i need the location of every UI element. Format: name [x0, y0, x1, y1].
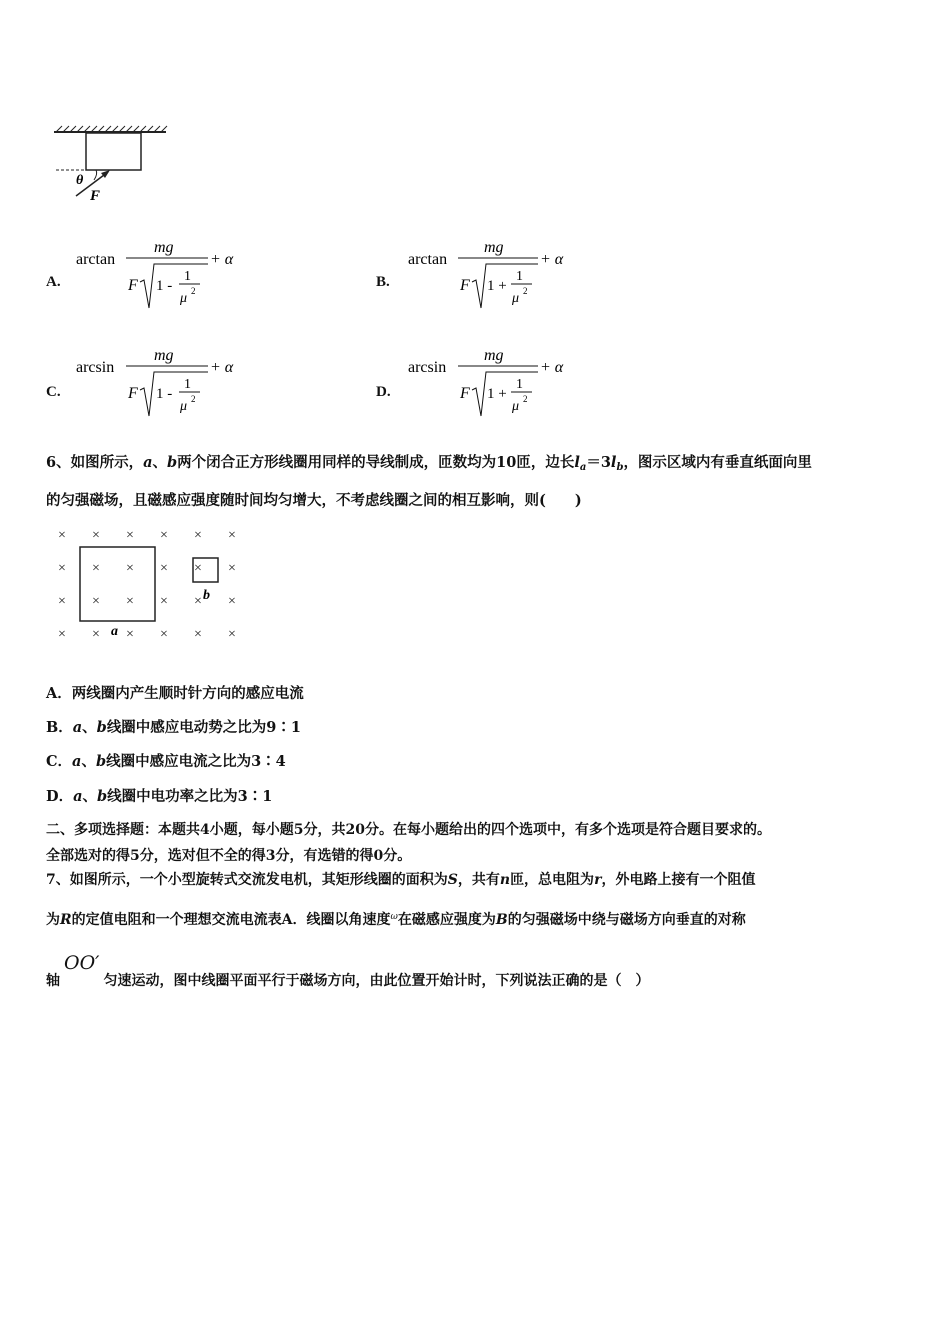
- field-cross: ×: [228, 528, 236, 543]
- sqrt-sign: [140, 372, 208, 416]
- formula: [408, 344, 608, 422]
- denominator-f: F: [460, 277, 470, 294]
- field-cross: ×: [160, 561, 168, 576]
- inner-num: 1: [184, 269, 191, 284]
- axis-symbol: OO′: [64, 952, 100, 974]
- q7-stem-line2: 为R的定值电阻和一个理想交流电流表A．线圈以角速度$^\omega$在磁感应强度为B的匀强磁场中绕与磁场方向垂直的对称: [46, 912, 746, 928]
- numerator: mg: [154, 347, 174, 364]
- inner-den: μ: [180, 399, 188, 414]
- field-cross: ×: [92, 528, 100, 543]
- denominator-f: F: [460, 385, 470, 402]
- formula: [76, 236, 276, 314]
- omega-symbol: ω: [390, 912, 398, 922]
- inner-num: 1: [184, 377, 191, 392]
- option-letter: B.: [376, 274, 390, 290]
- func-name: arcsin: [408, 359, 447, 376]
- func-name: arctan: [76, 251, 116, 268]
- sqrt-sign-text: 1 -: [156, 386, 173, 402]
- field-cross: ×: [92, 627, 100, 642]
- sqrt-sign-text: 1 +: [487, 386, 507, 402]
- inner-num: 1: [516, 377, 523, 392]
- q5-option-d[interactable]: [376, 344, 616, 424]
- inner-den: μ: [512, 291, 520, 306]
- q6-stem-line1: 6、如图所示，a、b两个闭合正方形线圈用同样的导线制成，匝数均为10匝，边长$l_a=3l_b$，图示区域内有垂直纸面向里: [46, 454, 812, 473]
- field-cross: ×: [228, 561, 236, 576]
- inner-den: μ: [180, 291, 188, 306]
- q6-option-a[interactable]: A．两线圈内产生顺时针方向的感应电流: [46, 685, 304, 702]
- denominator-f: F: [128, 385, 138, 402]
- field-cross: ×: [126, 627, 134, 642]
- field-cross: ×: [92, 561, 100, 576]
- option-letter: D.: [376, 384, 391, 400]
- coil-b-label: b: [203, 588, 210, 603]
- coil-a: [80, 547, 155, 621]
- sqrt-sign-text: 1 -: [156, 278, 173, 294]
- inner-exp: 2: [191, 394, 196, 404]
- force-label: F: [90, 188, 101, 204]
- formula: [408, 236, 608, 314]
- field-cross: ×: [228, 594, 236, 609]
- field-cross: ×: [58, 594, 66, 609]
- option-letter: A.: [46, 274, 61, 290]
- inner-exp: 2: [523, 394, 528, 404]
- plus-alpha: + α: [210, 251, 234, 268]
- magnetic-field-figure: [52, 522, 252, 647]
- q6-option-d[interactable]: D．a、b线圈中电功率之比为3∶1: [46, 788, 273, 805]
- func-name: arctan: [408, 251, 448, 268]
- field-cross: ×: [194, 627, 202, 642]
- field-cross: ×: [160, 594, 168, 609]
- numerator: mg: [154, 239, 174, 256]
- sqrt-sign-text: 1 +: [487, 278, 507, 294]
- option-letter: C.: [46, 384, 61, 400]
- coil-a-label: a: [111, 624, 118, 639]
- q5-option-c[interactable]: [46, 344, 286, 424]
- field-cross: ×: [160, 528, 168, 543]
- angle-arc: [94, 170, 97, 180]
- inner-num: 1: [516, 269, 523, 284]
- angle-label: θ: [76, 173, 84, 188]
- field-cross: ×: [58, 528, 66, 543]
- func-name: arcsin: [76, 359, 115, 376]
- field-cross: ×: [228, 627, 236, 642]
- q6-stem-line2: 的匀强磁场，且磁感应强度随时间均匀增大，不考虑线圈之间的相互影响，则( ): [46, 492, 582, 509]
- section2-heading-line1: 二、多项选择题：本题共4小题，每小题5分，共20分。在每小题给出的四个选项中，有多个选项是符合题目要求的。: [46, 822, 771, 838]
- inner-exp: 2: [191, 286, 196, 296]
- q6-option-b[interactable]: B．a、b线圈中感应电动势之比为9∶1: [46, 719, 301, 736]
- plus-alpha: + α: [540, 359, 564, 376]
- field-cross: ×: [194, 528, 202, 543]
- field-cross: ×: [92, 594, 100, 609]
- inner-den: μ: [512, 399, 520, 414]
- field-cross: ×: [126, 594, 134, 609]
- plus-alpha: + α: [210, 359, 234, 376]
- field-cross: ×: [194, 561, 202, 576]
- section2-heading-line2: 全部选对的得5分，选对但不全的得3分，有选错的得0分。: [46, 848, 412, 864]
- q7-stem-line3: 轴OO′匀速运动，图中线圈平面平行于磁场方向，由此位置开始计时，下列说法正确的是（ ）: [46, 952, 650, 989]
- block: [86, 133, 141, 170]
- cross-grid: [58, 528, 236, 642]
- formula: [76, 344, 276, 422]
- block-force-figure: [48, 122, 173, 204]
- sqrt-sign: [140, 264, 208, 308]
- q7-stem-line1: 7、如图所示，一个小型旋转式交流发电机，其矩形线圈的面积为S，共有n匝，总电阻为r，外电路上接有一个阻值: [46, 872, 756, 888]
- field-cross: ×: [58, 561, 66, 576]
- numerator: mg: [484, 239, 504, 256]
- q5-option-b[interactable]: [376, 236, 616, 316]
- plus-alpha: + α: [540, 251, 564, 268]
- inner-exp: 2: [523, 286, 528, 296]
- q5-option-a[interactable]: [46, 236, 286, 316]
- field-cross: ×: [58, 627, 66, 642]
- denominator-f: F: [128, 277, 138, 294]
- field-cross: ×: [126, 561, 134, 576]
- field-cross: ×: [160, 627, 168, 642]
- length-symbol: l: [574, 454, 580, 471]
- q6-option-c[interactable]: C．a、b线圈中感应电流之比为3∶4: [46, 753, 286, 770]
- numerator: mg: [484, 347, 504, 364]
- field-cross: ×: [194, 594, 202, 609]
- field-cross: ×: [126, 528, 134, 543]
